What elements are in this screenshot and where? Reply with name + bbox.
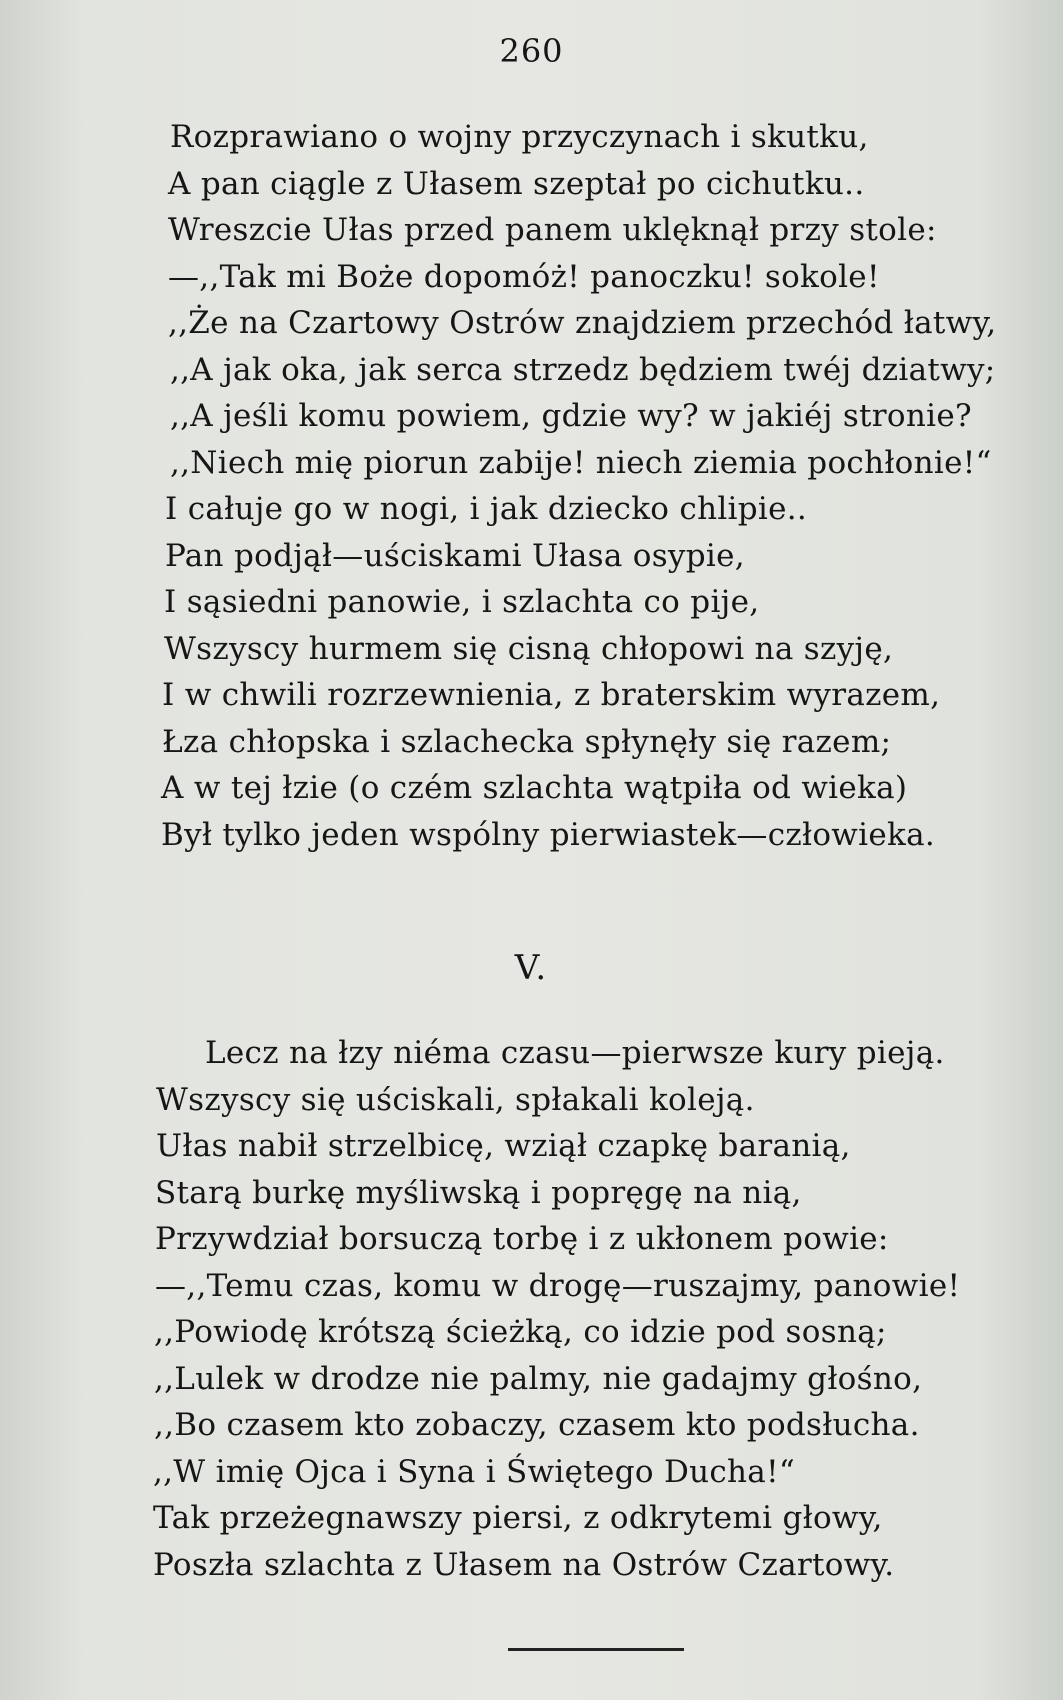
section-heading: V. [514,948,549,988]
verse-line: Ułas nabił strzelbicę, wziął czapkę baranią, [156,1128,851,1164]
verse-line: Wszyscy się uściskali, spłakali koleją. [156,1081,755,1118]
verse-line: Poszła szlachta z Ułasem na Ostrów Czartowy. [153,1546,895,1583]
verse-line: ,,Lulek w drodze nie palmy, nie gadajmy głośno, [154,1360,923,1397]
verse-line: Tak przeżegnawszy piersi, z odkrytemi głowy, [153,1500,883,1536]
verse-line: Starą burkę myśliwską i popręgę na nią, [155,1174,802,1211]
verse-line: Wszyscy hurmem się cisną chłopowi na szyję, [164,630,894,667]
verse-line: I sąsiedni panowie, i szlachta co pije, [164,584,760,620]
verse-line: ,,Powiodę krótszą ścieżką, co idzie pod sosną; [154,1314,887,1350]
verse-line: Przywdział borsuczą torbę i z ukłonem powie: [155,1221,889,1257]
end-rule [508,1648,684,1651]
verse-line: Pan podjął—uściskami Ułasa osypie, [165,537,745,574]
verse-line: Wreszcie Ułas przed panem uklęknął przy stole: [168,212,937,248]
verse-line: A pan ciągle z Ułasem szeptał po cichutku.. [168,165,865,202]
verse-line: ,,Niech mię piorun zabije! niech ziemia pochłonie!“ [170,444,992,481]
verse-line: Był tylko jeden wspólny pierwiastek—człowieka. [161,816,936,853]
verse-line: —,,Tak mi Boże dopomóż! panoczku! sokole! [168,258,880,295]
verse-line: A w tej łzie (o czém szlachta wątpiła od wieka) [161,770,908,806]
stanza-1 [161,114,997,858]
verse-line: ,,A jeśli komu powiem, gdzie wy? w jakiéj stronie? [170,398,972,434]
verse-line: Rozprawiano o wojny przyczynach i skutku, [170,119,869,155]
verse-line: ,,Bo czasem kto zobaczy, czasem kto podsłucha. [154,1407,920,1443]
verse-line: I w chwili rozrzewnienia, z braterskim wyrazem, [162,677,941,713]
verse-line: —,,Temu czas, komu w drogę—ruszajmy, panowie! [155,1267,961,1304]
verse-line: Lecz na łzy niéma czasu—pierwsze kury pieją. [205,1035,945,1071]
verse-line: ,,W imię Ojca i Syna i Świętego Ducha!“ [153,1453,795,1490]
stanza-2 [153,1030,961,1588]
verse-line: ,,Że na Czartowy Ostrów znajdziem przechód łatwy, [168,305,997,341]
verse-line: I całuje go w nogi, i jak dziecko chlipie.. [165,491,808,527]
verse-line: ,,A jak oka, jak serca strzedz będziem twéj dziatwy; [170,351,996,388]
verse-line: Łza chłopska i szlachecka spłynęły się razem; [162,723,892,760]
page-number: 260 [499,32,564,70]
